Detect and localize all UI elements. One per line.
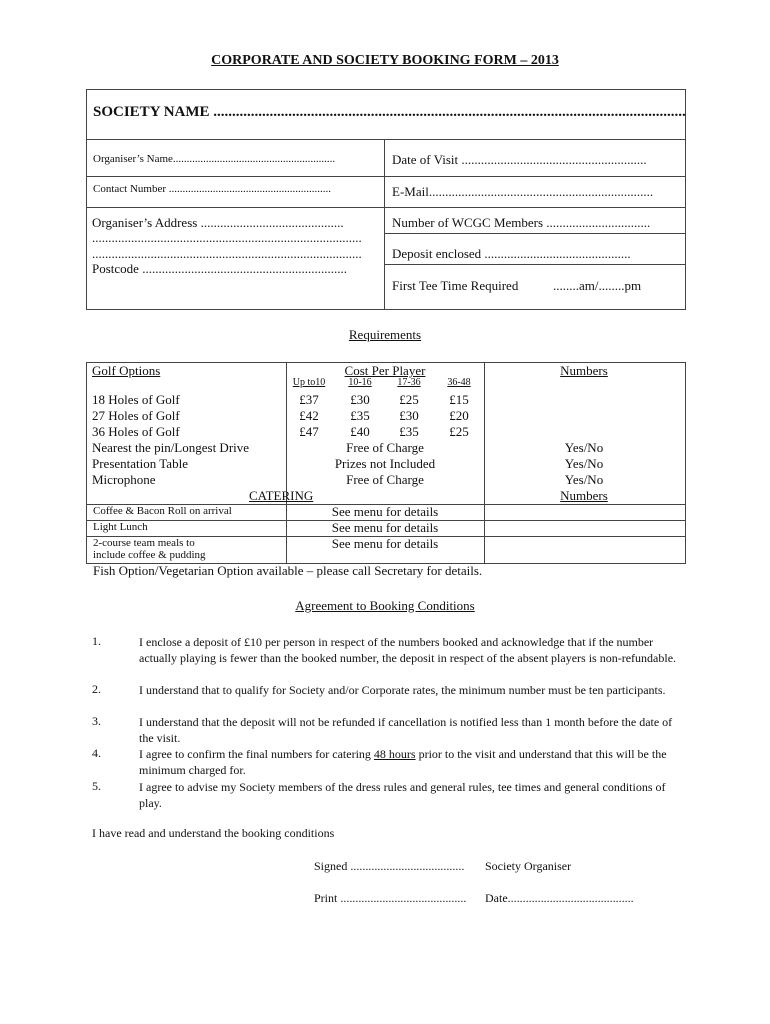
divider: [384, 233, 686, 234]
price-cell: £30: [350, 392, 370, 407]
price-cell: £47: [299, 424, 319, 439]
price-cell: £25: [449, 424, 469, 439]
yes-no-selector[interactable]: Yes/No: [564, 440, 604, 455]
extra-option-label: Microphone: [92, 472, 156, 487]
yes-no-selector[interactable]: Yes/No: [564, 472, 604, 487]
catering-cost: See menu for details: [331, 536, 439, 551]
form-title: CORPORATE AND SOCIETY BOOKING FORM – 2013: [211, 53, 559, 68]
item-number: 4.: [92, 746, 101, 760]
price-cell: £15: [449, 392, 469, 407]
email-field[interactable]: E-Mail.....................................................................: [392, 184, 654, 199]
agreement-item: I understand that the deposit will not be refunded if cancellation is notified less than 1 month before the date of the visit.: [139, 715, 673, 746]
price-cell: £30: [399, 408, 419, 423]
catering-cost: See menu for details: [331, 504, 439, 519]
catering-cost: See menu for details: [331, 520, 439, 535]
divider: [86, 139, 686, 140]
price-cell: £20: [449, 408, 469, 423]
address-line-3[interactable]: ...................................................................................: [92, 246, 362, 261]
yes-no-selector[interactable]: Yes/No: [564, 456, 604, 471]
agreement-item: I agree to advise my Society members of the dress rules and general rules, tee times and general conditions of play.: [139, 780, 666, 811]
band-label: 10-16: [348, 377, 372, 388]
band-label: 36-48: [447, 377, 471, 388]
wcgc-members-field[interactable]: Number of WCGC Members ................................: [392, 215, 651, 230]
address-line-2[interactable]: ...................................................................................: [92, 230, 362, 245]
band-label: 17-36: [397, 377, 421, 388]
first-tee-label: First Tee Time Required: [392, 278, 519, 293]
extra-option-label: Presentation Table: [92, 456, 188, 471]
organiser-name-field[interactable]: Organiser’s Name...........................................................: [93, 153, 336, 165]
contact-number-field[interactable]: Contact Number ...........................................................: [93, 183, 332, 195]
divider: [384, 264, 686, 265]
date-of-visit-field[interactable]: Date of Visit .........................................................: [392, 152, 647, 167]
deposit-field[interactable]: Deposit enclosed .............................................: [392, 246, 631, 261]
catering-heading: CATERING: [249, 488, 314, 503]
first-tee-time-field[interactable]: ........am/........pm: [553, 278, 642, 293]
divider: [86, 176, 686, 177]
date-field[interactable]: Date..........................................: [485, 891, 634, 905]
catering-option-label-line2: include coffee & pudding: [93, 549, 206, 561]
fish-option-note: Fish Option/Vegetarian Option available – please call Secretary for details.: [93, 563, 483, 578]
cost-per-player-header: Cost Per Player: [344, 363, 426, 378]
column-divider: [384, 139, 385, 309]
read-statement: I have read and understand the booking conditions: [92, 826, 335, 840]
price-cell: £42: [299, 408, 319, 423]
price-cell: £25: [399, 392, 419, 407]
agreement-item: [139, 746, 684, 779]
requirements-heading: Requirements: [348, 327, 422, 342]
catering-numbers-header: Numbers: [560, 488, 608, 503]
print-name-field[interactable]: Print ..........................................: [314, 891, 467, 905]
agreement-heading: Agreement to Booking Conditions: [295, 598, 475, 613]
agreement-item-text: prior to the visit and understand that this will be the minimum charged for.: [139, 747, 667, 778]
signed-field[interactable]: Signed ......................................: [314, 859, 465, 873]
society-organiser-label: Society Organiser: [485, 859, 572, 873]
golf-options-header: Golf Options: [92, 363, 161, 378]
divider: [86, 207, 686, 208]
price-cell: £40: [350, 424, 370, 439]
extra-cost: Prizes not Included: [334, 456, 436, 471]
item-number: 1.: [92, 634, 101, 648]
item-number: 2.: [92, 682, 101, 696]
price-cell: £35: [399, 424, 419, 439]
agreement-item: I understand that to qualify for Society and/or Corporate rates, the minimum number must be ten participants.: [139, 683, 666, 697]
numbers-header: Numbers: [560, 363, 608, 378]
organiser-address-field[interactable]: Organiser’s Address ............................................: [92, 215, 344, 230]
agreement-item: I enclose a deposit of £10 per person in respect of the numbers booked and acknowledge that if the number actually playing is fewer than the booked number, the deposit in respect of the absent players is non-refundable.: [139, 635, 677, 666]
golf-option-label: 27 Holes of Golf: [92, 408, 180, 423]
catering-option-label: Light Lunch: [93, 521, 148, 533]
postcode-field[interactable]: Postcode ...............................................................: [92, 261, 347, 276]
extra-cost: Free of Charge: [346, 472, 424, 487]
item-number: 3.: [92, 714, 101, 728]
golf-option-label: 36 Holes of Golf: [92, 424, 180, 439]
society-name-field[interactable]: SOCIETY NAME ..............................................................................................................................: [93, 104, 686, 120]
extra-cost: Free of Charge: [346, 440, 424, 455]
golf-option-label: 18 Holes of Golf: [92, 392, 180, 407]
item-number: 5.: [92, 779, 101, 793]
extra-option-label: Nearest the pin/Longest Drive: [92, 440, 250, 455]
band-label: Up to10: [292, 377, 326, 388]
catering-deadline: 48 hours: [373, 747, 416, 761]
catering-option-label: Coffee & Bacon Roll on arrival: [93, 505, 232, 517]
price-cell: £35: [350, 408, 370, 423]
catering-option-label: 2-course team meals to: [93, 537, 195, 549]
price-cell: £37: [299, 392, 319, 407]
agreement-item-text: I agree to confirm the final numbers for catering: [139, 747, 374, 761]
